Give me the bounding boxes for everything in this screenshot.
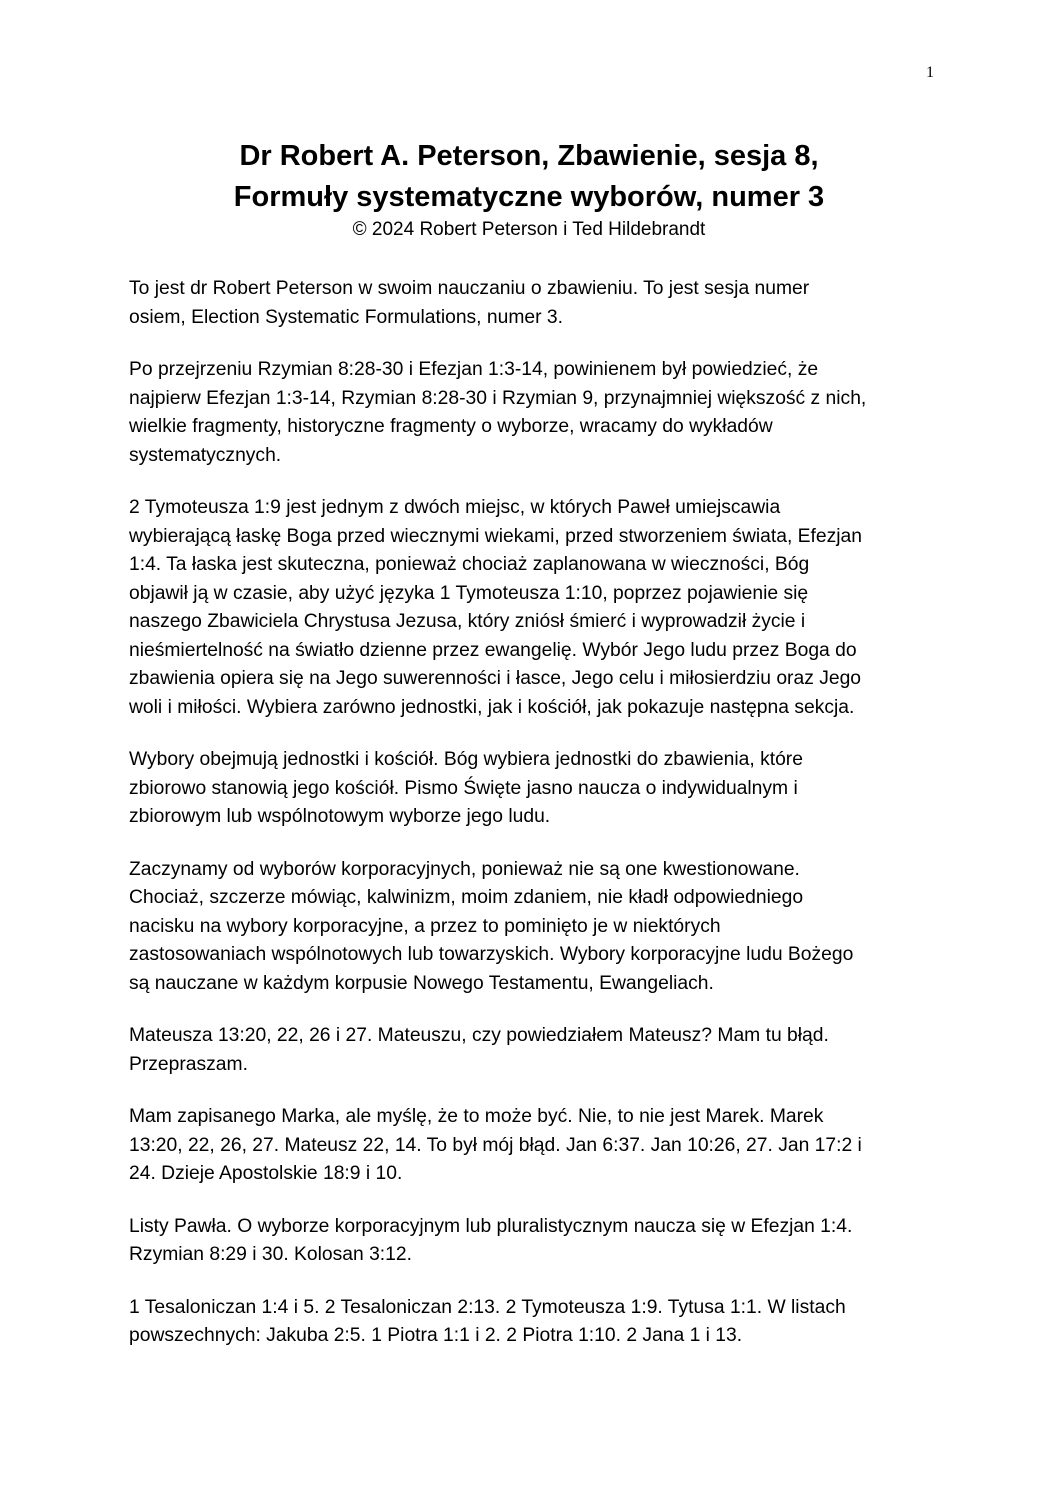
- paragraph-line: nieśmiertelność na światło dzienne przez ewangelię. Wybór Jego ludu przez Boga do: [129, 639, 857, 661]
- paragraph-line: Rzymian 8:29 i 30. Kolosan 3:12.: [129, 1244, 412, 1265]
- paragraph-line: To jest dr Robert Peterson w swoim nauczaniu o zbawieniu. To jest sesja numer: [129, 278, 810, 299]
- body-paragraph: [129, 1213, 941, 1270]
- paragraph-line: zastosowaniach wspólnotowych lub towarzyskich. Wybory korporacyjne ludu Bożego: [129, 944, 854, 965]
- paragraph-line: wybierającą łaskę Boga przed wiecznymi wiekami, przed stworzeniem świata, Efezjan: [129, 525, 862, 547]
- paragraph-line: Listy Pawła. O wyborze korporacyjnym lub pluralistycznym naucza się w Efezjan 1:4.: [129, 1215, 853, 1237]
- paragraph-line: najpierw Efezjan 1:3-14, Rzymian 8:28-30 i Rzymian 9, przynajmniej większość z nich,: [129, 387, 867, 409]
- body-paragraph: [129, 1103, 941, 1189]
- paragraph-line: Mam zapisanego Marka, ale myślę, że to może być. Nie, to nie jest Marek. Marek: [129, 1106, 824, 1127]
- paragraph-line: Mateusza 13:20, 22, 26 i 27. Mateuszu, czy powiedziałem Mateusz? Mam tu błąd.: [129, 1025, 829, 1046]
- paragraph-line: Zaczynamy od wyborów korporacyjnych, ponieważ nie są one kwestionowane.: [129, 858, 800, 880]
- paragraph-line: objawił ją w czasie, aby użyć języka 1 Tymoteusza 1:10, poprzez pojawienie się: [129, 582, 809, 604]
- document-title: [0, 136, 1058, 218]
- paragraph-line: Wybory obejmują jednostki i kościół. Bóg wybiera jednostki do zbawienia, które: [129, 749, 803, 770]
- body-paragraph: [129, 356, 941, 470]
- paragraph-line: zbiorowo stanowią jego kościół. Pismo Święte jasno naucza o indywidualnym i: [129, 777, 798, 799]
- paragraph-line: są nauczane w każdym korpusie Nowego Testamentu, Ewangeliach.: [129, 972, 714, 994]
- paragraph-line: powszechnych: Jakuba 2:5. 1 Piotra 1:1 i 2. 2 Piotra 1:10. 2 Jana 1 i 13.: [129, 1325, 743, 1346]
- paragraph-line: zbiorowym lub wspólnotowym wyborze jego ludu.: [129, 806, 551, 827]
- body-paragraph: [129, 275, 941, 332]
- title-line: Formuły systematyczne wyborów, numer 3: [233, 181, 825, 213]
- paragraph-line: 2 Tymoteusza 1:9 jest jednym z dwóch miejsc, w których Paweł umiejscawia: [129, 497, 781, 518]
- paragraph-line: zbawienia opiera się na Jego suwerenności i łasce, Jego celu i miłosierdziu oraz Jego: [129, 668, 862, 689]
- body-paragraph: [129, 746, 941, 832]
- paragraph-line: nacisku na wybory korporacyjne, a przez to pominięto je w niektórych: [129, 915, 721, 937]
- paragraph-line: 13:20, 22, 26, 27. Mateusz 22, 14. To był mój błąd. Jan 6:37. Jan 10:26, 27. Jan 17:2 i: [129, 1134, 862, 1156]
- paragraph-line: Chociaż, szczerze mówiąc, kalwinizm, moim zdaniem, nie kładł odpowiedniego: [129, 887, 804, 908]
- copyright-line: © 2024 Robert Peterson i Ted Hildebrandt: [352, 219, 706, 240]
- paragraph-line: 1:4. Ta łaska jest skuteczna, ponieważ chociaż zaplanowana w wieczności, Bóg: [129, 554, 810, 575]
- paragraph-line: naszego Zbawiciela Chrystusa Jezusa, który zniósł śmierć i wyprowadził życie i: [129, 611, 806, 632]
- body-paragraph: [129, 1294, 941, 1351]
- page-number: 1: [926, 64, 934, 81]
- body-paragraph: [129, 1022, 941, 1079]
- document-body: [129, 275, 941, 1375]
- paragraph-line: wielkie fragmenty, historyczne fragmenty o wyborze, wracamy do wykładów: [129, 416, 773, 437]
- paragraph-line: Po przejrzeniu Rzymian 8:28-30 i Efezjan 1:3-14, powinienem był powiedzieć, że: [129, 359, 819, 380]
- paragraph-line: 1 Tesaloniczan 1:4 i 5. 2 Tesaloniczan 2:13. 2 Tymoteusza 1:9. Tytusa 1:1. W listach: [129, 1296, 846, 1318]
- body-paragraph: [129, 494, 941, 722]
- document-header: [0, 136, 1058, 242]
- title-line: Dr Robert A. Peterson, Zbawienie, sesja 8,: [239, 140, 819, 172]
- paragraph-line: Przepraszam.: [129, 1053, 248, 1075]
- paragraph-line: systematycznych.: [129, 444, 282, 466]
- body-paragraph: [129, 856, 941, 999]
- paragraph-line: osiem, Election Systematic Formulations, numer 3.: [129, 306, 563, 328]
- paragraph-line: 24. Dzieje Apostolskie 18:9 i 10.: [129, 1163, 403, 1184]
- paragraph-line: woli i miłości. Wybiera zarówno jednostki, jak i kościół, jak pokazuje następna sekcja.: [129, 696, 855, 718]
